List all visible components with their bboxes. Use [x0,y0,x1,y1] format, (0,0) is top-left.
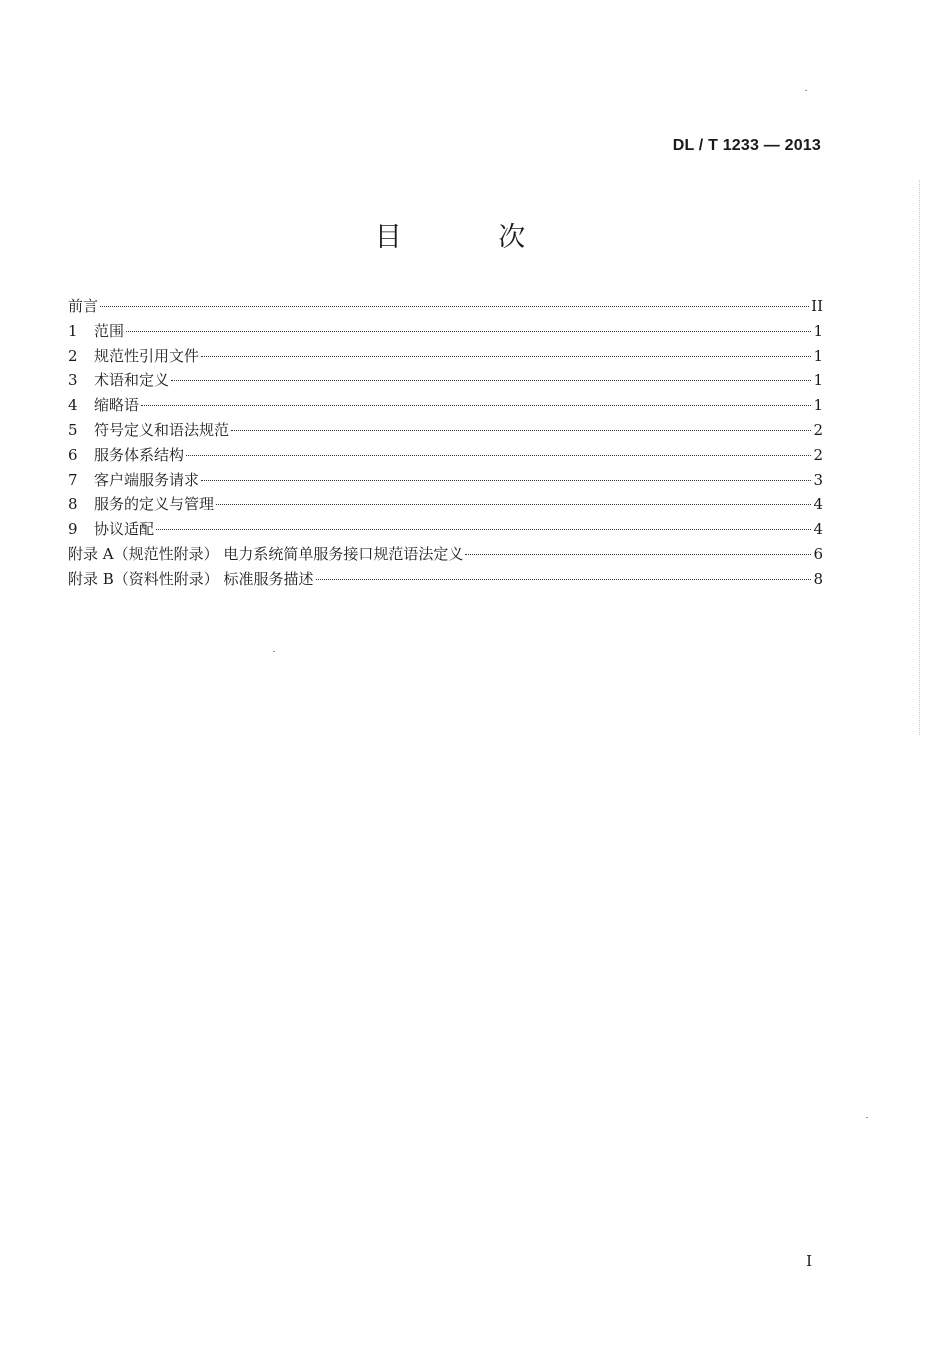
toc-entry-label: 符号定义和语法规范 [94,420,230,439]
page-number: I [806,1252,812,1270]
toc-entry-page: 2 [813,445,823,464]
toc-dot-leader [216,504,811,505]
scan-edge-line [919,180,921,735]
toc-entry-page: 8 [813,569,823,588]
toc-dot-leader [201,480,811,481]
toc-entry-terms-definitions[interactable] [68,368,823,393]
toc-entry-label: 规范性引用文件 [94,346,200,365]
toc-entry-page: 2 [813,420,823,439]
toc-entry-number: 9 [68,520,78,539]
toc-entry-page: 3 [813,470,823,489]
toc-entry-label: 服务的定义与管理 [94,495,215,514]
toc-entry-label: 范围 [94,321,125,340]
toc-entry-number: 4 [68,396,78,415]
toc-entry-protocol-adaptation[interactable] [68,517,823,542]
scan-speck [273,651,275,652]
toc-entry-page: 1 [813,396,823,415]
toc-entry-number: 6 [68,445,78,464]
toc-entry-service-architecture[interactable] [68,443,823,468]
toc-entry-page: 4 [813,495,823,514]
toc-dot-leader [156,529,811,530]
toc-entry-number: 7 [68,470,78,489]
toc-list [68,294,823,592]
standard-code: DL / T 1233 — 2013 [672,137,821,154]
toc-entry-number: 2 [68,346,78,365]
toc-entry-page: 6 [813,544,823,563]
toc-entry-number: 8 [68,495,78,514]
toc-dot-leader [316,579,812,580]
toc-entry-page: 1 [813,346,823,365]
toc-entry-preface[interactable] [68,294,823,319]
toc-entry-label: 术语和定义 [94,371,170,390]
toc-entry-appendix-a[interactable] [68,542,823,567]
toc-entry-appendix-b[interactable] [68,567,823,592]
scan-speck [805,90,807,91]
toc-entry-client-requests[interactable] [68,468,823,493]
toc-entry-label: 客户端服务请求 [94,470,200,489]
toc-entry-label: 前言 [68,297,99,315]
toc-entry-number: 3 [68,371,78,390]
toc-title: 目 次 [374,222,570,253]
scan-speck [866,1117,868,1118]
toc-entry-label: 附录 B（资料性附录） 标准服务描述 [68,569,314,588]
toc-entry-label: 服务体系结构 [94,445,185,464]
toc-entry-symbols-syntax[interactable] [68,418,823,443]
toc-entry-service-definition[interactable] [68,492,823,517]
toc-entry-label: 缩略语 [94,396,140,415]
toc-dot-leader [171,380,811,381]
toc-dot-leader [465,554,811,555]
toc-dot-leader [141,405,811,406]
toc-entry-abbreviations[interactable] [68,393,823,418]
toc-dot-leader [186,455,811,456]
toc-dot-leader [126,331,811,332]
toc-entry-page: 4 [813,520,823,539]
toc-entry-normative-references[interactable] [68,344,823,369]
toc-dot-leader [201,356,811,357]
toc-entry-page: 1 [813,321,823,340]
toc-entry-label: 附录 A（规范性附录） 电力系统简单服务接口规范语法定义 [68,544,464,563]
toc-dot-leader [231,430,811,431]
toc-entry-label: 协议适配 [94,520,155,539]
toc-entry-page: 1 [813,371,823,390]
toc-dot-leader [100,306,809,307]
toc-entry-scope[interactable] [68,319,823,344]
toc-entry-number: 1 [68,321,78,340]
toc-entry-page: II [811,297,823,315]
toc-entry-number: 5 [68,420,78,439]
